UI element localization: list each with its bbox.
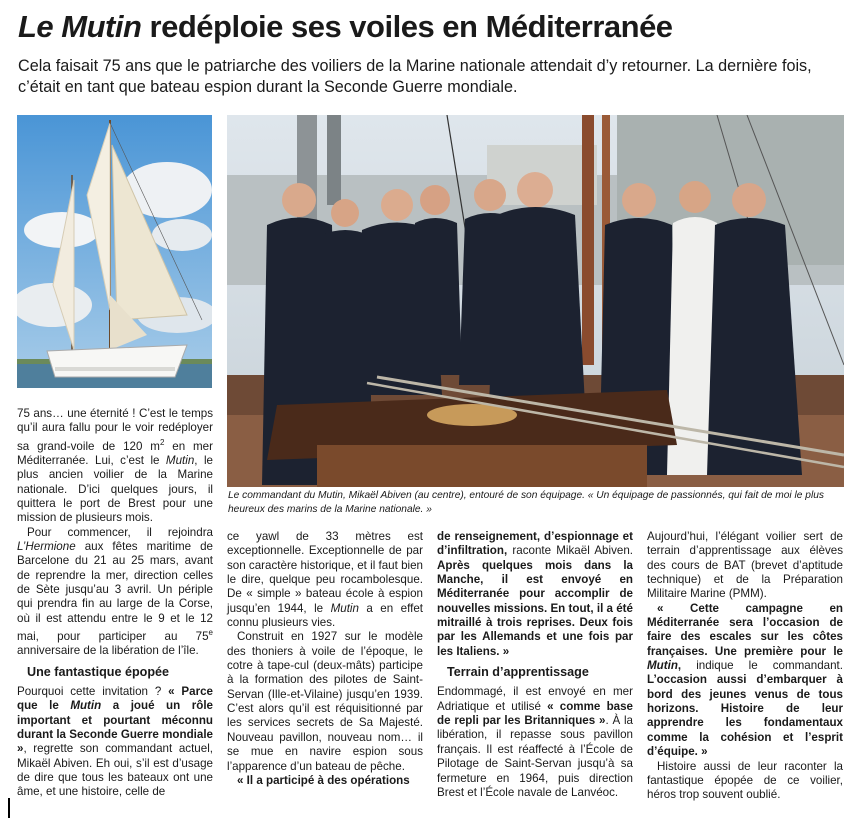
paragraph: Pour commencer, il rejoindra L’Hermione aux fêtes maritime de Barcelone du 21 au 25 mars, avant de reprendre la mer, direction celles de Sète jusqu’au 3 avril. Un périple qui prendra fin au large de la Corse, où il est attendu entre le 9 et le 12 mai, pour participer au 75e anniversaire de la libération de l’île. <box>17 525 213 658</box>
column-4 <box>647 530 843 803</box>
headline-rest: redéploie ses voiles en Méditerranée <box>141 9 673 44</box>
subheading: Une fantastique épopée <box>27 664 170 679</box>
photo-caption: Le commandant du Mutin, Mikaël Abiven (au centre), entouré de son équipage. « Un équipage de passionnés, qui fait de moi le plus heureux des marins de la Marine nationale. » <box>228 490 824 515</box>
column-2 <box>227 530 423 788</box>
headline-italic: Le Mutin <box>18 9 142 44</box>
paragraph: Endommagé, il est envoyé en mer Adriatique et utilisé « comme base de repli par les Britanniques ». À la libération, il repasse sous pavillon français. Il est réaffecté à l’École de Pilotage de Saint-Servan jusqu’à sa fermeture en 1964, puis direction Brest et l’École navale de Lanvéoc. <box>437 685 633 799</box>
paragraph: de renseignement, d’espionnage et d’infiltration, raconte Mikaël Abiven. Après quelques mois dans la Manche, il est envoyé en Méditerranée pour accomplir de nouvelles missions. En tout, il a été mitraillé à trois reprises. Deux fois par les Allemands et une fois par les Italiens. » <box>437 530 633 658</box>
paragraph: Aujourd’hui, l’élégant voilier sert de terrain d’apprentissage aux élèves des cours de BAT (brevet d’aptitude technique) et de la Préparation Militaire Marine (PMM). <box>647 530 843 601</box>
text-cursor <box>8 798 10 818</box>
paragraph: « Il a participé à des opérations <box>237 773 410 787</box>
paragraph: Pourquoi cette invitation ? « Parce que le Mutin a joué un rôle important et pourtant méconnu durant la Seconde Guerre mondiale », regrette son commandant actuel, Mikaël Abiven. Eh oui, s’il est d’usage de dire que tous les bateaux ont une âme, et une histoire, celle de <box>17 684 213 799</box>
paragraph: « Cette campagne en Méditerranée sera l’occasion de faire des escales sur les côtes françaises. Une première pour le Mutin, indique le commandant. L’occasion aussi d’embarquer à bord des jeunes venus de tous horizons. Histoire de leur apprendre les fondamentaux comme la cohésion et l’esprit d’équipe. » <box>647 601 843 759</box>
column-1 <box>17 407 213 800</box>
paragraph: ce yawl de 33 mètres est exceptionnelle. Exceptionnelle de par son caractère historique, et il faut bien le dire, quelque peu rocambolesque. De « simple » bateau école à espion jusqu’en 1944, le Mutin a en effet connu plusieurs vies. <box>227 530 424 630</box>
subheading: Terrain d’apprentissage <box>447 665 589 680</box>
sailboat-photo <box>17 115 212 388</box>
paragraph: 75 ans… une éternité ! C’est le temps qu’il aura fallu pour le voir redéployer sa grand-voile de 120 $m^2$ en mer Méditerranée. Lui, c’est le Mutin, le plus ancien voilier de la Marine nationale. D’ici quelques jours, il quittera le port de Brest pour une mission de plusieurs mois. <box>17 407 213 525</box>
lead-paragraph: Cela faisait 75 ans que le patriarche des voiliers de la Marine nationale attendait d’y retourner. La dernière fois, c’était en tant que bateau espion durant la Seconde Guerre mondiale. <box>18 57 812 96</box>
column-3 <box>437 530 633 800</box>
paragraph: Histoire aussi de leur raconter la fantastique épopée de ce voilier, héros trop souvent oublié. <box>647 759 843 802</box>
headline <box>18 8 858 46</box>
crew-photo <box>227 115 844 487</box>
paragraph: Construit en 1927 sur le modèle des thoniers à voile de l’époque, le cotre à tape-cul (deux-mâts) participe à la formation des pilotes de Saint-Servan (Ille-et-Vilaine) jusqu’en 1939. C’est alors qu’il est réquisitionné par les services secrets de Sa Majesté. Nouveau pavillon, nouveau nom… il se mue en navire espion sous l’apparence d’un bateau de pêche. <box>227 630 423 773</box>
